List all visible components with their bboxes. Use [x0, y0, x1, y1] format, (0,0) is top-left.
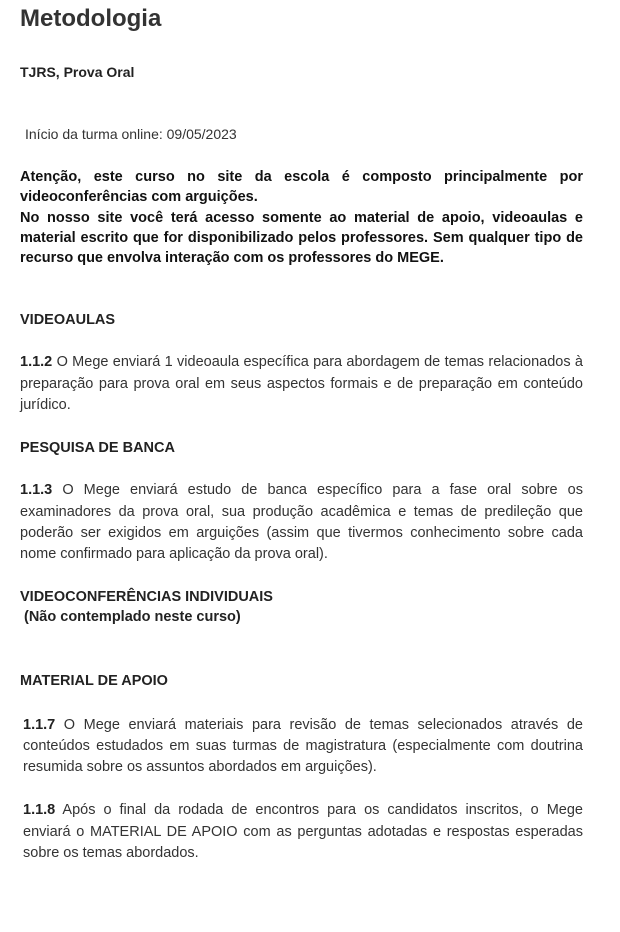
section-title-material: MATERIAL DE APOIO [20, 672, 168, 689]
page-title: Metodologia [20, 5, 162, 32]
paragraph-pesquisa [20, 480, 583, 565]
paragraph-material-1 [20, 715, 583, 779]
item-number: 1.1.3 [20, 482, 53, 499]
item-text: O Mege enviará materiais para revisão de temas selecionados através de conteúdos estudados em suas turmas de magistratura (especialmente com doutrina resumida sobre os assuntos abordados em arguições). [23, 716, 583, 776]
item-text: O Mege enviará 1 videoaula específica para abordagem de temas relacionados à preparação para prova oral em seus aspectos formais e de preparação em conteúdo jurídico. [20, 354, 583, 414]
paragraph-videoaulas [20, 352, 583, 416]
notice-line-2: No nosso site você terá acesso somente ao material de apoio, videoaulas e material escrito que for disponibilizado pelos professores. Sem qualquer tipo de recurso que envolva interação com os professores do MEGE. [20, 209, 583, 267]
section-title-pesquisa: PESQUISA DE BANCA [20, 440, 175, 457]
course-subtitle: TJRS, Prova Oral [20, 64, 135, 80]
item-text: O Mege enviará estudo de banca específico para a fase oral sobre os examinadores da prova oral, sua produção acadêmica e temas de predileção que poderão ser exigidos em arguições (assim que tivermos conhecimento sobre cada nome confirmado para aplicação da prova oral). [20, 482, 583, 563]
section-note-videoconferencias: (Não contemplado neste curso) [24, 608, 241, 625]
notice-line-1: Atenção, este curso no site da escola é composto principalmente por videoconferências com arguições. [20, 169, 583, 206]
item-number: 1.1.8 [23, 802, 56, 819]
item-number: 1.1.2 [20, 354, 53, 371]
start-date: Início da turma online: 09/05/2023 [25, 126, 237, 142]
paragraph-material-2 [20, 800, 583, 864]
item-text: Após o final da rodada de encontros para os candidatos inscritos, o Mege enviará o MATERIAL DE APOIO com as perguntas adotadas e respostas esperadas sobre os temas abordados. [23, 802, 583, 862]
section-title-videoconferencias: VIDEOCONFERÊNCIAS INDIVIDUAIS [20, 588, 273, 605]
attention-notice [20, 167, 583, 268]
item-number: 1.1.7 [23, 716, 56, 733]
section-title-videoaulas: VIDEOAULAS [20, 312, 116, 329]
